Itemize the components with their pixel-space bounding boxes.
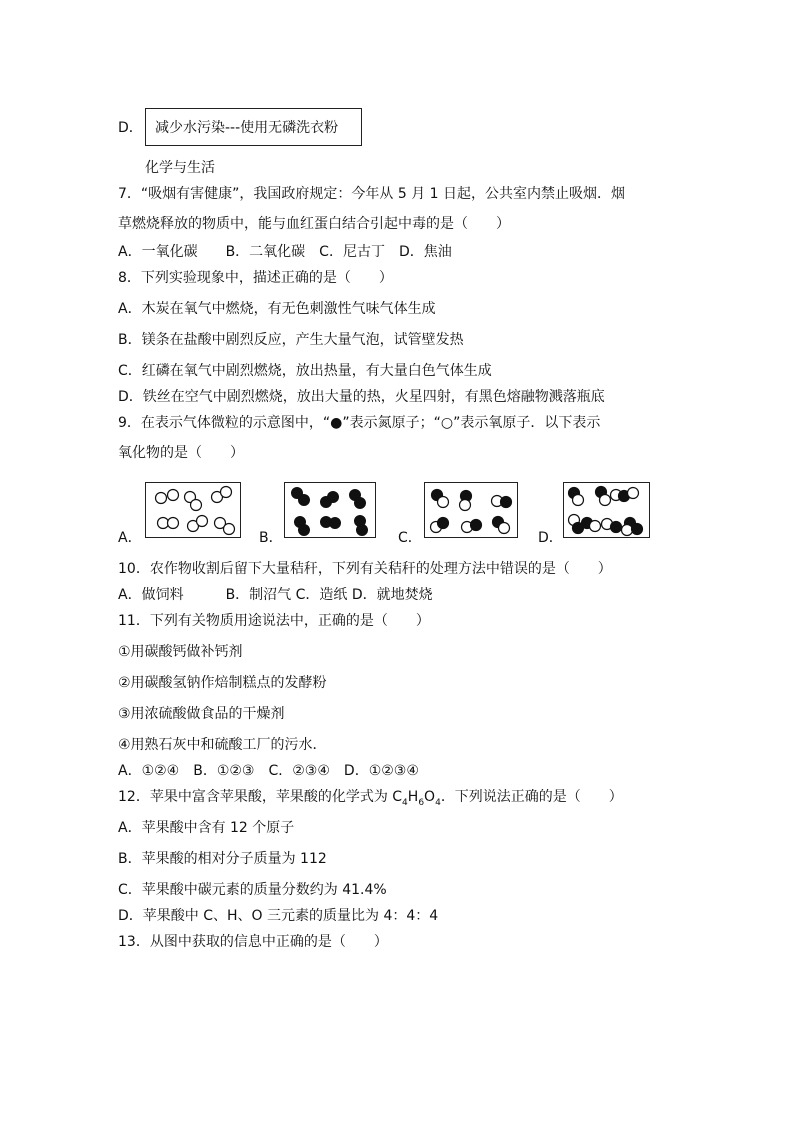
q9-diagram-a [145, 482, 241, 538]
q12-stem [118, 787, 623, 813]
q12-option-d: D．苹果酸中 C、H、O 三元素的质量比为 4：4：4 [118, 908, 439, 924]
q12-option-b: B．苹果酸的相对分子质量为 112 [118, 851, 327, 867]
q9-diagram-d [563, 482, 650, 538]
q9-diagram-c [424, 482, 518, 538]
q10-stem: 10．农作物收割后留下大量秸秆，下列有关秸秆的处理方法中错误的是（ ） [118, 561, 612, 577]
q9-label-d: D． [538, 530, 563, 546]
q9-stem-line2: 氧化物的是（ ） [118, 445, 244, 461]
q6-option-d-text: 减少水污染---使用无磷洗衣粉 [155, 120, 339, 136]
q7-stem-line1: 7．“吸烟有害健康”，我国政府规定：今年从 5 月 1 日起，公共室内禁止吸烟．烟 [118, 186, 626, 202]
q12-option-a: A．苹果酸中含有 12 个原子 [118, 820, 295, 836]
q9-diagram-b [284, 482, 376, 538]
q11-item-2: ②用碳酸氢钠作焙制糕点的发酵粉 [118, 675, 327, 691]
q11-options: A．①②④ B．①②③ C．②③④ D．①②③④ [118, 763, 419, 779]
q13-stem: 13．从图中获取的信息中正确的是（ ） [118, 934, 388, 950]
q8-option-b: B．镁条在盐酸中剧烈反应，产生大量气泡，试管壁发热 [118, 332, 464, 348]
q7-stem-line2: 草燃烧释放的物质中，能与血红蛋白结合引起中毒的是（ ） [118, 216, 510, 232]
q9-label-c: C． [398, 530, 422, 546]
q12-option-c: C．苹果酸中碳元素的质量分数约为 41.4% [118, 882, 387, 898]
q12-stem-o: O [424, 789, 436, 805]
q8-option-d: D．铁丝在空气中剧烈燃烧，放出大量的热，火星四射，有黑色熔融物溅落瓶底 [118, 389, 605, 405]
section-title: 化学与生活 [145, 160, 215, 176]
q8-option-c: C．红磷在氧气中剧烈燃烧，放出热量，有大量白色气体生成 [118, 363, 492, 379]
q6-option-d-box [145, 108, 362, 146]
q6-option-d-letter: D． [118, 120, 143, 136]
q12-stem-pre: 12．苹果中富含苹果酸，苹果酸的化学式为 C [118, 789, 403, 805]
q11-item-3: ③用浓硫酸做食品的干燥剂 [118, 706, 285, 722]
q11-item-1: ①用碳酸钙做补钙剂 [118, 644, 243, 660]
q12-sub-c: 4 [402, 797, 408, 808]
q11-stem: 11．下列有关物质用途说法中，正确的是（ ） [118, 613, 430, 629]
q12-sub-o: 4 [435, 797, 441, 808]
q9-stem-line1: 9．在表示气体微粒的示意图中，“●”表示氮原子；“○”表示氧原子．以下表示 [118, 415, 601, 431]
q9-label-b: B． [259, 530, 283, 546]
q11-item-4: ④用熟石灰中和硫酸工厂的污水． [118, 737, 327, 753]
q10-options: A．做饲料 B．制沼气 C．造纸 D．就地焚烧 [118, 587, 433, 603]
q12-stem-h: H [407, 789, 419, 805]
q8-option-a: A．木炭在氧气中燃烧，有无色刺激性气味气体生成 [118, 301, 436, 317]
q12-stem-post: ．下列说法正确的是（ ） [440, 789, 623, 805]
q7-options: A．一氧化碳 B．二氧化碳 C．尼古丁 D．焦油 [118, 244, 452, 260]
q9-label-a: A． [118, 530, 142, 546]
q12-sub-h: 6 [418, 797, 425, 808]
q8-stem: 8．下列实验现象中，描述正确的是（ ） [118, 270, 393, 286]
